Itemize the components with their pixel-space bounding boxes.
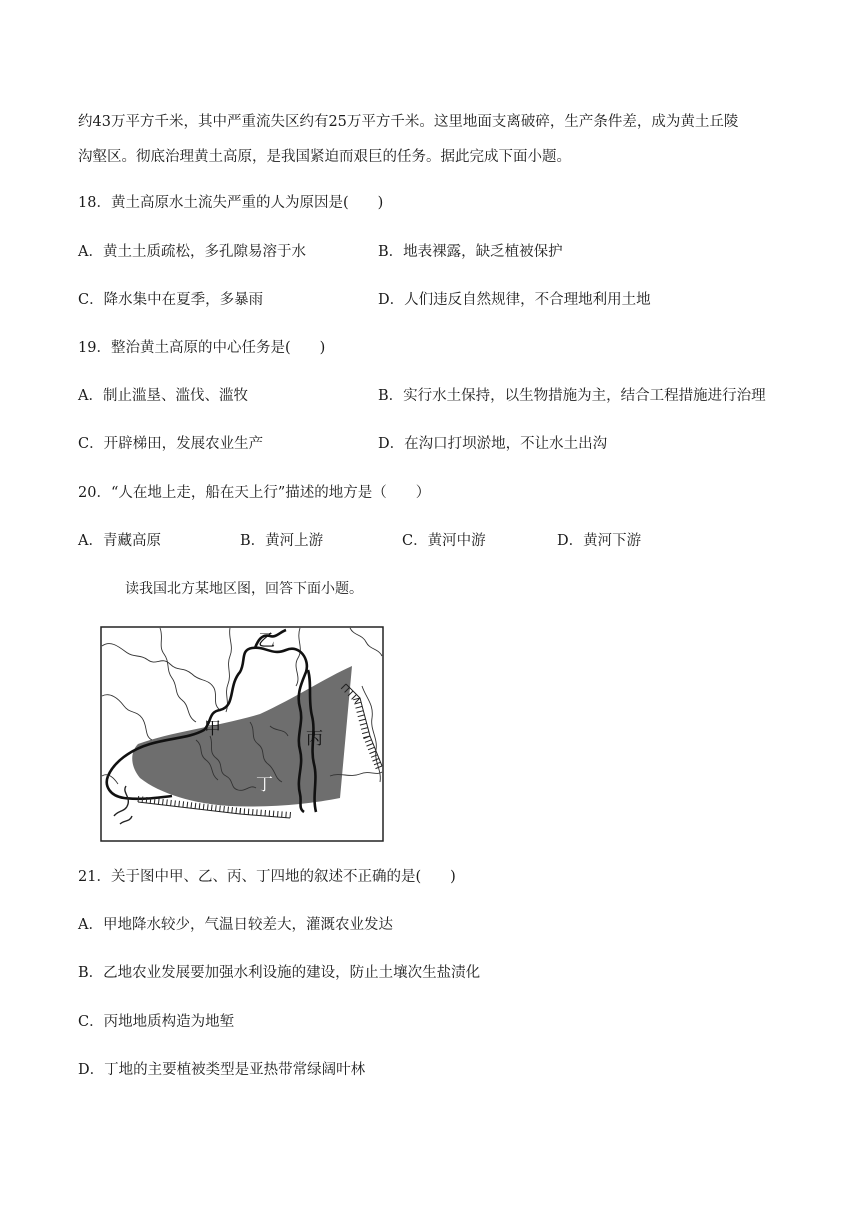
hachure-tick (290, 812, 291, 818)
hachure-tick (216, 805, 217, 811)
question-18-option-b: B．地表裸露，缺乏植被保护 (378, 244, 563, 260)
hachure-tick (224, 806, 225, 812)
question-21-option-d: D．丁地的主要植被类型是亚热带常绿阔叶林 (78, 1062, 366, 1078)
question-19-option-b: B．实行水土保持，以生物措施为主，结合工程措施进行治理 (378, 388, 766, 404)
hachure-tick (220, 806, 221, 812)
hachure-tick (146, 797, 147, 803)
hachure-tick (199, 803, 200, 809)
question-19-option-a: A．制止滥垦、滥伐、滥牧 (78, 388, 248, 404)
hachure-tick (265, 810, 266, 816)
question-20-option-b: B．黄河上游 (240, 533, 324, 549)
question-20-stem: 20．“人在地上走，船在天上行”描述的地方是（ ） (78, 485, 431, 501)
hachure-tick (179, 801, 180, 807)
map-label-ding: 丁 (256, 775, 273, 795)
hachure-tick (167, 799, 168, 805)
hachure-tick (150, 798, 151, 804)
hachure-tick (211, 805, 212, 811)
hachure-tick (261, 810, 262, 816)
hachure-tick (187, 802, 188, 808)
hachure-tick (273, 811, 274, 817)
passage-line-2: 沟壑区。彻底治理黄土高原，是我国紧迫而艰巨的任务。据此完成下面小题。 (78, 149, 571, 165)
question-19-option-d: D．在沟口打坝淤地，不让水土出沟 (378, 436, 608, 452)
hachure-tick (253, 809, 254, 815)
region-map (100, 626, 384, 842)
question-21-stem: 21．关于图中甲、乙、丙、丁四地的叙述不正确的是( ) (78, 869, 456, 885)
question-20-option-c: C．黄河中游 (402, 533, 486, 549)
hachure-tick (142, 797, 143, 803)
hachure-tick (138, 796, 139, 802)
map-label-yi: 乙 (258, 631, 275, 651)
map-label-jia: 甲 (204, 719, 221, 739)
hachure-tick (175, 800, 176, 806)
question-21-option-c: C．丙地地质构造为地堑 (78, 1014, 235, 1030)
hachure-tick (248, 809, 249, 815)
question-21-option-a: A．甲地降水较少，气温日较差大，灌溉农业发达 (78, 917, 393, 933)
question-18-stem: 18．黄土高原水土流失严重的人为原因是( ) (78, 195, 384, 211)
hachure-tick (286, 812, 287, 818)
hachure-tick (154, 798, 155, 804)
question-18-option-c: C．降水集中在夏季，多暴雨 (78, 292, 264, 308)
question-18-option-d: D．人们违反自然规律，不合理地利用土地 (378, 292, 651, 308)
hachure-tick (195, 803, 196, 809)
hachure-tick (163, 799, 164, 805)
question-18-option-a: A．黄土土质疏松，多孔隙易溶于水 (78, 244, 306, 260)
question-19-option-c: C．开辟梯田，发展农业生产 (78, 436, 264, 452)
question-20-option-d: D．黄河下游 (557, 533, 642, 549)
hachure-tick (158, 798, 159, 804)
hachure-tick (183, 801, 184, 807)
question-21-option-b: B．乙地农业发展要加强水利设施的建设，防止土壤次生盐渍化 (78, 965, 481, 981)
hachure-tick (236, 808, 237, 814)
hachure-tick (207, 804, 208, 810)
map-intro: 读我国北方某地区图，回答下面小题。 (125, 581, 363, 597)
passage-line-1: 约43万平方千米，其中严重流失区约有25万平方千米。这里地面支离破碎，生产条件差，成为黄土丘陵 (78, 114, 739, 130)
question-19-stem: 19．整治黄土高原的中心任务是( ) (78, 340, 326, 356)
hachure-tick (278, 811, 279, 817)
hachure-tick (191, 802, 192, 808)
question-20-option-a: A．青藏高原 (78, 533, 161, 549)
hachure-tick (203, 804, 204, 810)
hachure-tick (232, 807, 233, 813)
map-label-bing: 丙 (306, 729, 323, 749)
hachure-tick (228, 807, 229, 813)
hachure-tick (171, 800, 172, 806)
hachure-tick (240, 808, 241, 814)
